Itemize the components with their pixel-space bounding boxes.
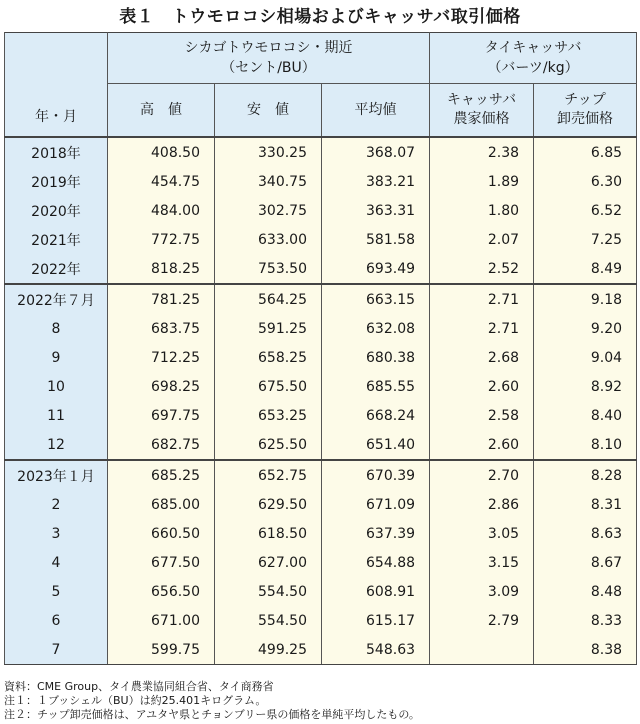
- header-farm-price: [430, 84, 534, 138]
- header-thai-cassava-title: タイキャッサバ: [484, 40, 582, 56]
- notes: [4, 680, 420, 722]
- cell-low: 591.25: [215, 314, 322, 343]
- header-thai-cassava: [430, 33, 637, 84]
- row-label: 8: [5, 314, 108, 343]
- cell-avg: 670.39: [322, 460, 430, 490]
- cell-high: 677.50: [108, 548, 215, 577]
- cell-avg: 685.55: [322, 372, 430, 401]
- cell-high: 454.75: [108, 167, 215, 196]
- cell-chip: 8.67: [534, 548, 637, 577]
- cell-avg: 608.91: [322, 577, 430, 606]
- cell-chip: 8.40: [534, 401, 637, 430]
- header-chicago-corn-unit: （セント/BU）: [221, 60, 316, 76]
- cell-high: 697.75: [108, 401, 215, 430]
- header-farm-price-line1: キャッサバ: [446, 92, 517, 108]
- row-label: 2022年: [5, 254, 108, 284]
- cell-low: 627.00: [215, 548, 322, 577]
- header-chicago-corn-title: シカゴトウモロコシ・期近: [184, 40, 353, 56]
- cell-low: 658.25: [215, 343, 322, 372]
- cell-low: 330.25: [215, 137, 322, 167]
- table-row: [5, 225, 637, 254]
- cell-high: 698.25: [108, 372, 215, 401]
- price-table: [4, 32, 637, 665]
- cell-chip: 8.38: [534, 635, 637, 665]
- cell-high: 712.25: [108, 343, 215, 372]
- table-row: [5, 606, 637, 635]
- row-label: 5: [5, 577, 108, 606]
- table-row: [5, 372, 637, 401]
- row-label: 11: [5, 401, 108, 430]
- cell-low: 340.75: [215, 167, 322, 196]
- cell-farm: 2.70: [430, 460, 534, 490]
- header-thai-cassava-unit: （バーツ/kg）: [487, 60, 579, 76]
- cell-farm: 2.58: [430, 401, 534, 430]
- cell-low: 652.75: [215, 460, 322, 490]
- row-label: 10: [5, 372, 108, 401]
- cell-high: 656.50: [108, 577, 215, 606]
- cell-chip: 9.04: [534, 343, 637, 372]
- cell-chip: 6.52: [534, 196, 637, 225]
- header-farm-price-line2: 農家価格: [453, 111, 510, 127]
- cell-farm: 2.71: [430, 314, 534, 343]
- header-chip-price-line2: 卸売価格: [557, 111, 614, 127]
- cell-low: 633.00: [215, 225, 322, 254]
- row-label: 3: [5, 519, 108, 548]
- row-label: 12: [5, 430, 108, 460]
- cell-avg: 654.88: [322, 548, 430, 577]
- row-label: 9: [5, 343, 108, 372]
- cell-high: 685.25: [108, 460, 215, 490]
- cell-avg: 671.09: [322, 490, 430, 519]
- cell-avg: 651.40: [322, 430, 430, 460]
- cell-low: 675.50: [215, 372, 322, 401]
- table-row: [5, 460, 637, 490]
- cell-avg: 368.07: [322, 137, 430, 167]
- table-row: [5, 519, 637, 548]
- row-label: 2: [5, 490, 108, 519]
- header-chicago-corn: [108, 33, 430, 84]
- cell-chip: 8.48: [534, 577, 637, 606]
- cell-farm: 2.68: [430, 343, 534, 372]
- cell-avg: 548.63: [322, 635, 430, 665]
- table-row: [5, 635, 637, 665]
- cell-chip: 9.20: [534, 314, 637, 343]
- cell-farm: 2.86: [430, 490, 534, 519]
- cell-low: 554.50: [215, 606, 322, 635]
- table-row: [5, 401, 637, 430]
- cell-farm: 3.09: [430, 577, 534, 606]
- cell-high: 685.00: [108, 490, 215, 519]
- table-row: [5, 284, 637, 314]
- header-chip-price: [534, 84, 637, 138]
- cell-farm: 2.60: [430, 430, 534, 460]
- cell-low: 554.50: [215, 577, 322, 606]
- header-chip-price-line1: チップ: [564, 92, 606, 108]
- cell-high: 671.00: [108, 606, 215, 635]
- cell-farm: 2.71: [430, 284, 534, 314]
- cell-high: 781.25: [108, 284, 215, 314]
- cell-high: 599.75: [108, 635, 215, 665]
- cell-farm: 2.07: [430, 225, 534, 254]
- row-label: 7: [5, 635, 108, 665]
- cell-farm: 2.38: [430, 137, 534, 167]
- cell-farm: 1.80: [430, 196, 534, 225]
- cell-farm: [430, 635, 534, 665]
- table-row: [5, 430, 637, 460]
- cell-avg: 615.17: [322, 606, 430, 635]
- cell-avg: 668.24: [322, 401, 430, 430]
- cell-chip: 6.85: [534, 137, 637, 167]
- row-label: 4: [5, 548, 108, 577]
- cell-avg: 581.58: [322, 225, 430, 254]
- note-1: 注１：１ブッシェル（BU）は約25.401キログラム。: [4, 694, 267, 707]
- cell-avg: 693.49: [322, 254, 430, 284]
- header-high: 高 値: [108, 84, 215, 138]
- cell-low: 499.25: [215, 635, 322, 665]
- row-label: 2023年１月: [5, 460, 108, 490]
- cell-chip: 8.92: [534, 372, 637, 401]
- cell-avg: 632.08: [322, 314, 430, 343]
- cell-low: 564.25: [215, 284, 322, 314]
- table-row: [5, 137, 637, 167]
- cell-farm: 2.52: [430, 254, 534, 284]
- cell-chip: 9.18: [534, 284, 637, 314]
- cell-avg: 383.21: [322, 167, 430, 196]
- cell-high: 408.50: [108, 137, 215, 167]
- row-label: 2018年: [5, 137, 108, 167]
- table-title: 表１ トウモロコシ相場およびキャッサバ取引価格: [119, 7, 521, 27]
- cell-high: 484.00: [108, 196, 215, 225]
- cell-chip: 8.31: [534, 490, 637, 519]
- cell-chip: 8.33: [534, 606, 637, 635]
- table-row: [5, 548, 637, 577]
- table-body: [5, 137, 637, 665]
- cell-low: 629.50: [215, 490, 322, 519]
- cell-high: 818.25: [108, 254, 215, 284]
- header-average: 平均値: [322, 84, 430, 138]
- cell-farm: 3.05: [430, 519, 534, 548]
- header-year-month: 年・月: [5, 33, 108, 138]
- cell-low: 653.25: [215, 401, 322, 430]
- cell-high: 682.75: [108, 430, 215, 460]
- cell-avg: 363.31: [322, 196, 430, 225]
- table-row: [5, 343, 637, 372]
- table-row: [5, 196, 637, 225]
- cell-chip: 7.25: [534, 225, 637, 254]
- table-row: [5, 577, 637, 606]
- table-row: [5, 167, 637, 196]
- note-source: 資料：CME Group、タイ農業協同組合省、タイ商務省: [4, 680, 274, 693]
- cell-high: 772.75: [108, 225, 215, 254]
- note-2: 注２：チップ卸売価格は、アユタヤ県とチョンブリー県の価格を単純平均したもの。: [4, 708, 420, 721]
- cell-low: 302.75: [215, 196, 322, 225]
- cell-avg: 680.38: [322, 343, 430, 372]
- table-row: [5, 314, 637, 343]
- cell-avg: 637.39: [322, 519, 430, 548]
- cell-high: 660.50: [108, 519, 215, 548]
- row-label: 6: [5, 606, 108, 635]
- cell-low: 618.50: [215, 519, 322, 548]
- cell-chip: 8.10: [534, 430, 637, 460]
- cell-high: 683.75: [108, 314, 215, 343]
- cell-chip: 8.28: [534, 460, 637, 490]
- cell-low: 625.50: [215, 430, 322, 460]
- row-label: 2019年: [5, 167, 108, 196]
- cell-farm: 2.60: [430, 372, 534, 401]
- cell-low: 753.50: [215, 254, 322, 284]
- cell-chip: 8.63: [534, 519, 637, 548]
- cell-chip: 8.49: [534, 254, 637, 284]
- header-low: 安 値: [215, 84, 322, 138]
- cell-farm: 1.89: [430, 167, 534, 196]
- cell-farm: 3.15: [430, 548, 534, 577]
- cell-avg: 663.15: [322, 284, 430, 314]
- row-label: 2021年: [5, 225, 108, 254]
- cell-farm: 2.79: [430, 606, 534, 635]
- row-label: 2022年７月: [5, 284, 108, 314]
- row-label: 2020年: [5, 196, 108, 225]
- cell-chip: 6.30: [534, 167, 637, 196]
- table-row: [5, 490, 637, 519]
- table-row: [5, 254, 637, 284]
